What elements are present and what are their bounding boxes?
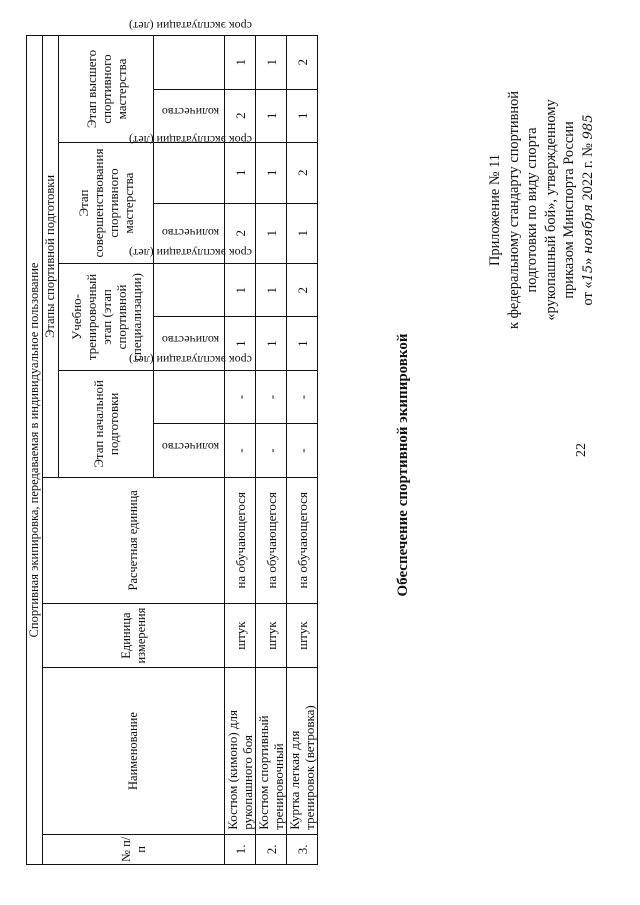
- cell-value: 1: [256, 317, 287, 370]
- stage-initial: Этап начальной подготовки: [59, 370, 154, 477]
- header-name: Наименование: [43, 668, 225, 834]
- appendix-line: приказом Минспорта России: [561, 121, 577, 299]
- subheader-term: срок эксплуатации (лет): [154, 143, 225, 204]
- appendix-line: подготовки по виду спорта: [524, 127, 540, 293]
- cell-value: 2: [287, 36, 318, 90]
- cell-value: 1: [287, 89, 318, 142]
- header-unit: Единица измерения: [43, 603, 225, 668]
- cell-value: 1: [225, 143, 256, 204]
- stage-higher-mastery: Этап высшего спортивного мастерства: [59, 36, 154, 143]
- cell-value: 1: [225, 36, 256, 90]
- stage-training: Учебно-тренировочный этап (этап спортивной специализации): [59, 264, 154, 371]
- row-num: 1.: [225, 834, 256, 864]
- group-header: Спортивная экипировка, передаваемая в индивидуальное пользование: [27, 36, 43, 865]
- cell-value: 1: [256, 143, 287, 204]
- row-num: 2.: [256, 834, 287, 864]
- cell-value: -: [287, 370, 318, 423]
- handwritten-month: ноября: [580, 204, 596, 255]
- date-mid: »: [579, 257, 596, 265]
- row-calc-unit: на обучающегося: [256, 477, 287, 603]
- appendix-line: «рукопашный бой», утвержденному: [542, 99, 559, 321]
- equipment-table: [26, 18, 318, 865]
- subheader-term: срок эксплуатации (лет): [154, 370, 225, 423]
- subheader-quantity: количество: [154, 203, 225, 264]
- cell-value: 1: [256, 264, 287, 317]
- appendix-date-line: [579, 60, 599, 360]
- subheader-term: срок эксплуатации (лет): [154, 264, 225, 317]
- row-unit: штук: [287, 603, 318, 668]
- table-row: [256, 36, 287, 865]
- cell-value: 2: [287, 264, 318, 317]
- row-num: 3.: [287, 834, 318, 864]
- cell-value: 1: [225, 317, 256, 370]
- cell-value: 1: [225, 264, 256, 317]
- cell-value: 2: [225, 89, 256, 142]
- header-num: № п/п: [43, 834, 225, 864]
- date-prefix: от «: [579, 281, 596, 306]
- cell-value: 1: [256, 89, 287, 142]
- table-row: [287, 36, 318, 865]
- handwritten-order-number: 985: [580, 114, 596, 140]
- stages-header: Этапы спортивной подготовки: [43, 36, 59, 478]
- subheader-quantity: количество: [154, 89, 225, 142]
- cell-value: 1: [287, 317, 318, 370]
- subheader-quantity: количество: [154, 424, 225, 477]
- row-name: Костюм (кимоно) для рукопашного боя: [225, 668, 256, 834]
- cell-value: -: [225, 370, 256, 423]
- cell-value: 1: [256, 203, 287, 264]
- handwritten-day: 15: [580, 264, 596, 282]
- subheader-quantity: количество: [154, 317, 225, 370]
- row-name: Костюм спортивный тренировочный: [256, 668, 287, 834]
- row-calc-unit: на обучающегося: [287, 477, 318, 603]
- cell-value: -: [225, 424, 256, 477]
- cell-value: -: [287, 424, 318, 477]
- cell-value: 2: [225, 203, 256, 264]
- cell-value: 1: [287, 203, 318, 264]
- subheader-term: срок эксплуатации (лет): [154, 36, 225, 90]
- cell-value: 1: [256, 36, 287, 90]
- cell-value: -: [256, 370, 287, 423]
- appendix-line: Приложение № 11: [487, 153, 503, 267]
- row-calc-unit: на обучающегося: [225, 477, 256, 603]
- page-number: 22: [574, 443, 589, 457]
- date-year: 2022 г. №: [579, 142, 596, 201]
- appendix-header: [486, 60, 598, 360]
- table-row: [225, 36, 256, 865]
- row-unit: штук: [256, 603, 287, 668]
- document-title: Обеспечение спортивной экипировкой: [395, 333, 411, 597]
- stage-improvement: Этап совершенствования спортивного мастерства: [59, 143, 154, 264]
- cell-value: 2: [287, 143, 318, 204]
- row-unit: штук: [225, 603, 256, 668]
- appendix-line: к федеральному стандарту спортивной: [505, 91, 522, 330]
- cell-value: -: [256, 424, 287, 477]
- row-name: Куртка легкая для тренировок (ветровка): [287, 668, 318, 834]
- header-calc-unit: Расчетная единица: [43, 477, 225, 603]
